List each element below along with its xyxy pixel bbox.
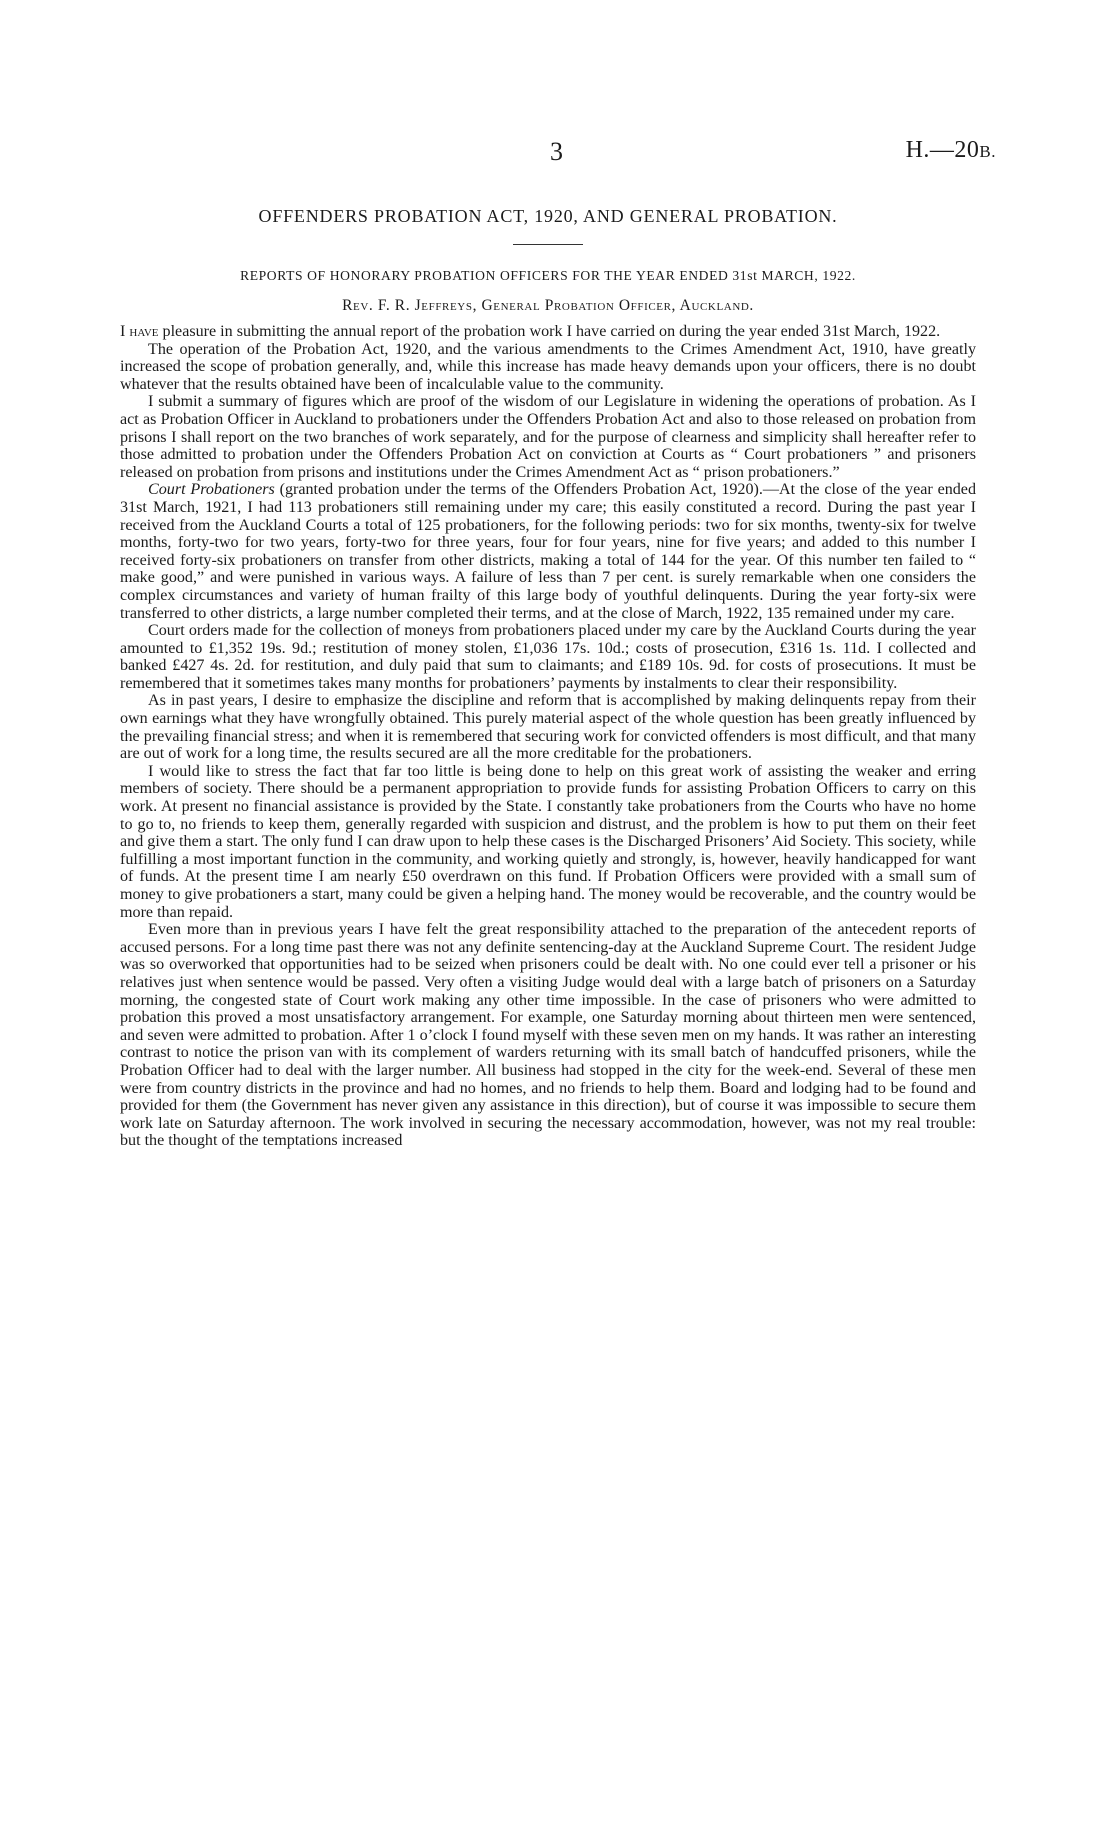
- author-byline-text: Rev. F. R. Jeffreys, General Probation Officer, Auckland.: [342, 297, 754, 314]
- title-divider: [513, 244, 583, 245]
- document-code-main: H.—20: [905, 137, 980, 163]
- paragraph-antecedent-reports: Even more than in previous years I have felt the great responsibility attached to the preparation of the antecedent reports of accused persons. For a long time past there was not any definite sentencing-day at the Auckland Supreme Court. The resident Judge was so overworked that opportunities had to be seized when prisoners could be dealt with. No one could ever tell a prisoner or his relatives just when sentence would be passed. Very often a visiting Judge would deal with a large batch of prisoners on a Saturday morning, the congested state of Court work making any other time impossible. In the case of prisoners who were admitted to probation this proved a most unsatisfactory arrangement. For example, one Saturday morning about thirteen men were sentenced, and seven were admitted to probation. After 1 o’clock I found myself with these seven men on my hands. It was rather an interesting contrast to notice the prison van with its complement of warders returning with its small batch of handcuffed prisoners, while the Probation Officer had to deal with the larger number. All business had stopped in the city for the week-end. Several of these men were from country districts in the province and had no homes, and no friends to help them. Board and lodging had to be found and provided for them (the Government has never given any assistance in this direction), but of course it was impossible to secure them work late on Saturday afternoon. The work involved in securing the necessary accommodation, however, was not my real trouble: but the thought of the temptations increased: [120, 921, 976, 1150]
- paragraph-funding: I would like to stress the fact that far too little is being done to help on this great work of assisting the weaker and erring members of society. There should be a permanent appropriation to provide funds for assisting Probation Officers to carry on this work. At present no financial assistance is provided by the State. I constantly take probationers from the Courts who have no home to go to, no friends to keep them, generally regarded with suspicion and distrust, and the problem is how to put them on their feet and give them a start. The only fund I can draw upon to help these cases is the Discharged Prisoners’ Aid Society. This society, while fulfilling a most important function in the community, and working quietly and strongly, is, however, heavily handicapped for want of funds. At the present time I am nearly £50 overdrawn on this fund. If Probation Officers were provided with a small sum of money to give probationers a start, many could be given a helping hand. The money would be recoverable, and the country would be more than repaid.: [120, 762, 976, 921]
- section-heading-court-probationers: Court Probationers: [148, 481, 275, 499]
- paragraph-court-orders: Court orders made for the collection of moneys from probationers placed under my care by the Auckland Courts during the year amounted to £1,352 19s. 9d.; restitution of money stolen, £1,036 17s. 10d.; costs of prosecution, £316 1s. 11d. I collected and banked £427 4s. 2d. for restitution, and duly paid that sum to claimants; and £189 10s. 9d. for costs of prosecutions. It must be remembered that it sometimes takes many months for probationers’ payments by instalments to clear their responsibility.: [120, 622, 976, 692]
- document-code: [906, 137, 996, 164]
- paragraph-text: pleasure in submitting the annual report of the probation work I have carried on during the year ended 31st March, 1922.: [158, 323, 941, 340]
- paragraph-operation: The operation of the Probation Act, 1920, and the various amendments to the Crimes Amendment Act, 1910, have greatly increased the scope of probation generally, and, while this increase has made heavy demands upon your officers, there is no doubt whatever that the results obtained have been of incalculable value to the community.: [120, 340, 976, 393]
- report-body: [120, 323, 976, 1150]
- paragraph-text: (granted probation under the terms of the Offenders Probation Act, 1920).—At the close of the year ended 31st March, 1921, I had 113 probationers still remaining under my care; this easily constituted a record. During the past year I received from the Auckland Courts a total of 125 probationers, for the following periods: two for six months, twenty-six for twelve months, forty-two for two years, forty-two for three years, four for four years, nine for five years; and added to this number I received forty-six probationers on transfer from other districts, making a total of 144 for the year. Of this number ten failed to “ make good,” and were punished in various ways. A failure of less than 7 per cent. is surely remarkable when one considers the complex circumstances and variety of human frailty of this large body of youthful delinquents. During the year forty-six were transferred to other districts, a large number completed their terms, and at the close of March, 1922, 135 remained under my care.: [120, 481, 976, 622]
- paragraph-discipline: As in past years, I desire to emphasize the discipline and reform that is accomplished by making delinquents repay from their own earnings what they have wrongfully obtained. This purely material aspect of the whole question has been greatly influenced by the prevailing financial stress; and when it is remembered that securing work for convicted offenders is most difficult, and that many are out of work for a long time, the results secured are all the more creditable for the probationers.: [120, 692, 976, 763]
- document-title: OFFENDERS PROBATION ACT, 1920, AND GENERAL PROBATION.: [258, 206, 838, 226]
- paragraph-intro: [120, 323, 976, 341]
- paragraph-court-probationers: [120, 481, 976, 622]
- paragraph-summary: I submit a summary of figures which are proof of the wisdom of our Legislature in widening the operations of probation. As I act as Probation Officer in Auckland to probationers under the Offenders Probation Act and also to those released on probation from prisons I shall report on the two branches of work separately, and for the purpose of clearness and simplicity shall hereafter refer to those admitted to probation under the Offenders Probation Act on conviction at Courts as “ Court probationers ” and prisoners released on probation from prisons and institutions under the Crimes Amendment Act as “ prison probationers.”: [120, 393, 976, 481]
- page-number: 3: [550, 137, 563, 166]
- author-byline: [120, 297, 976, 315]
- document-code-suffix: B.: [979, 142, 996, 161]
- paragraph-lead-in: I have: [120, 323, 159, 340]
- report-subtitle: REPORTS OF HONORARY PROBATION OFFICERS FOR THE YEAR ENDED 31st MARCH, 1922.: [240, 268, 856, 283]
- document-page: [120, 0, 996, 1835]
